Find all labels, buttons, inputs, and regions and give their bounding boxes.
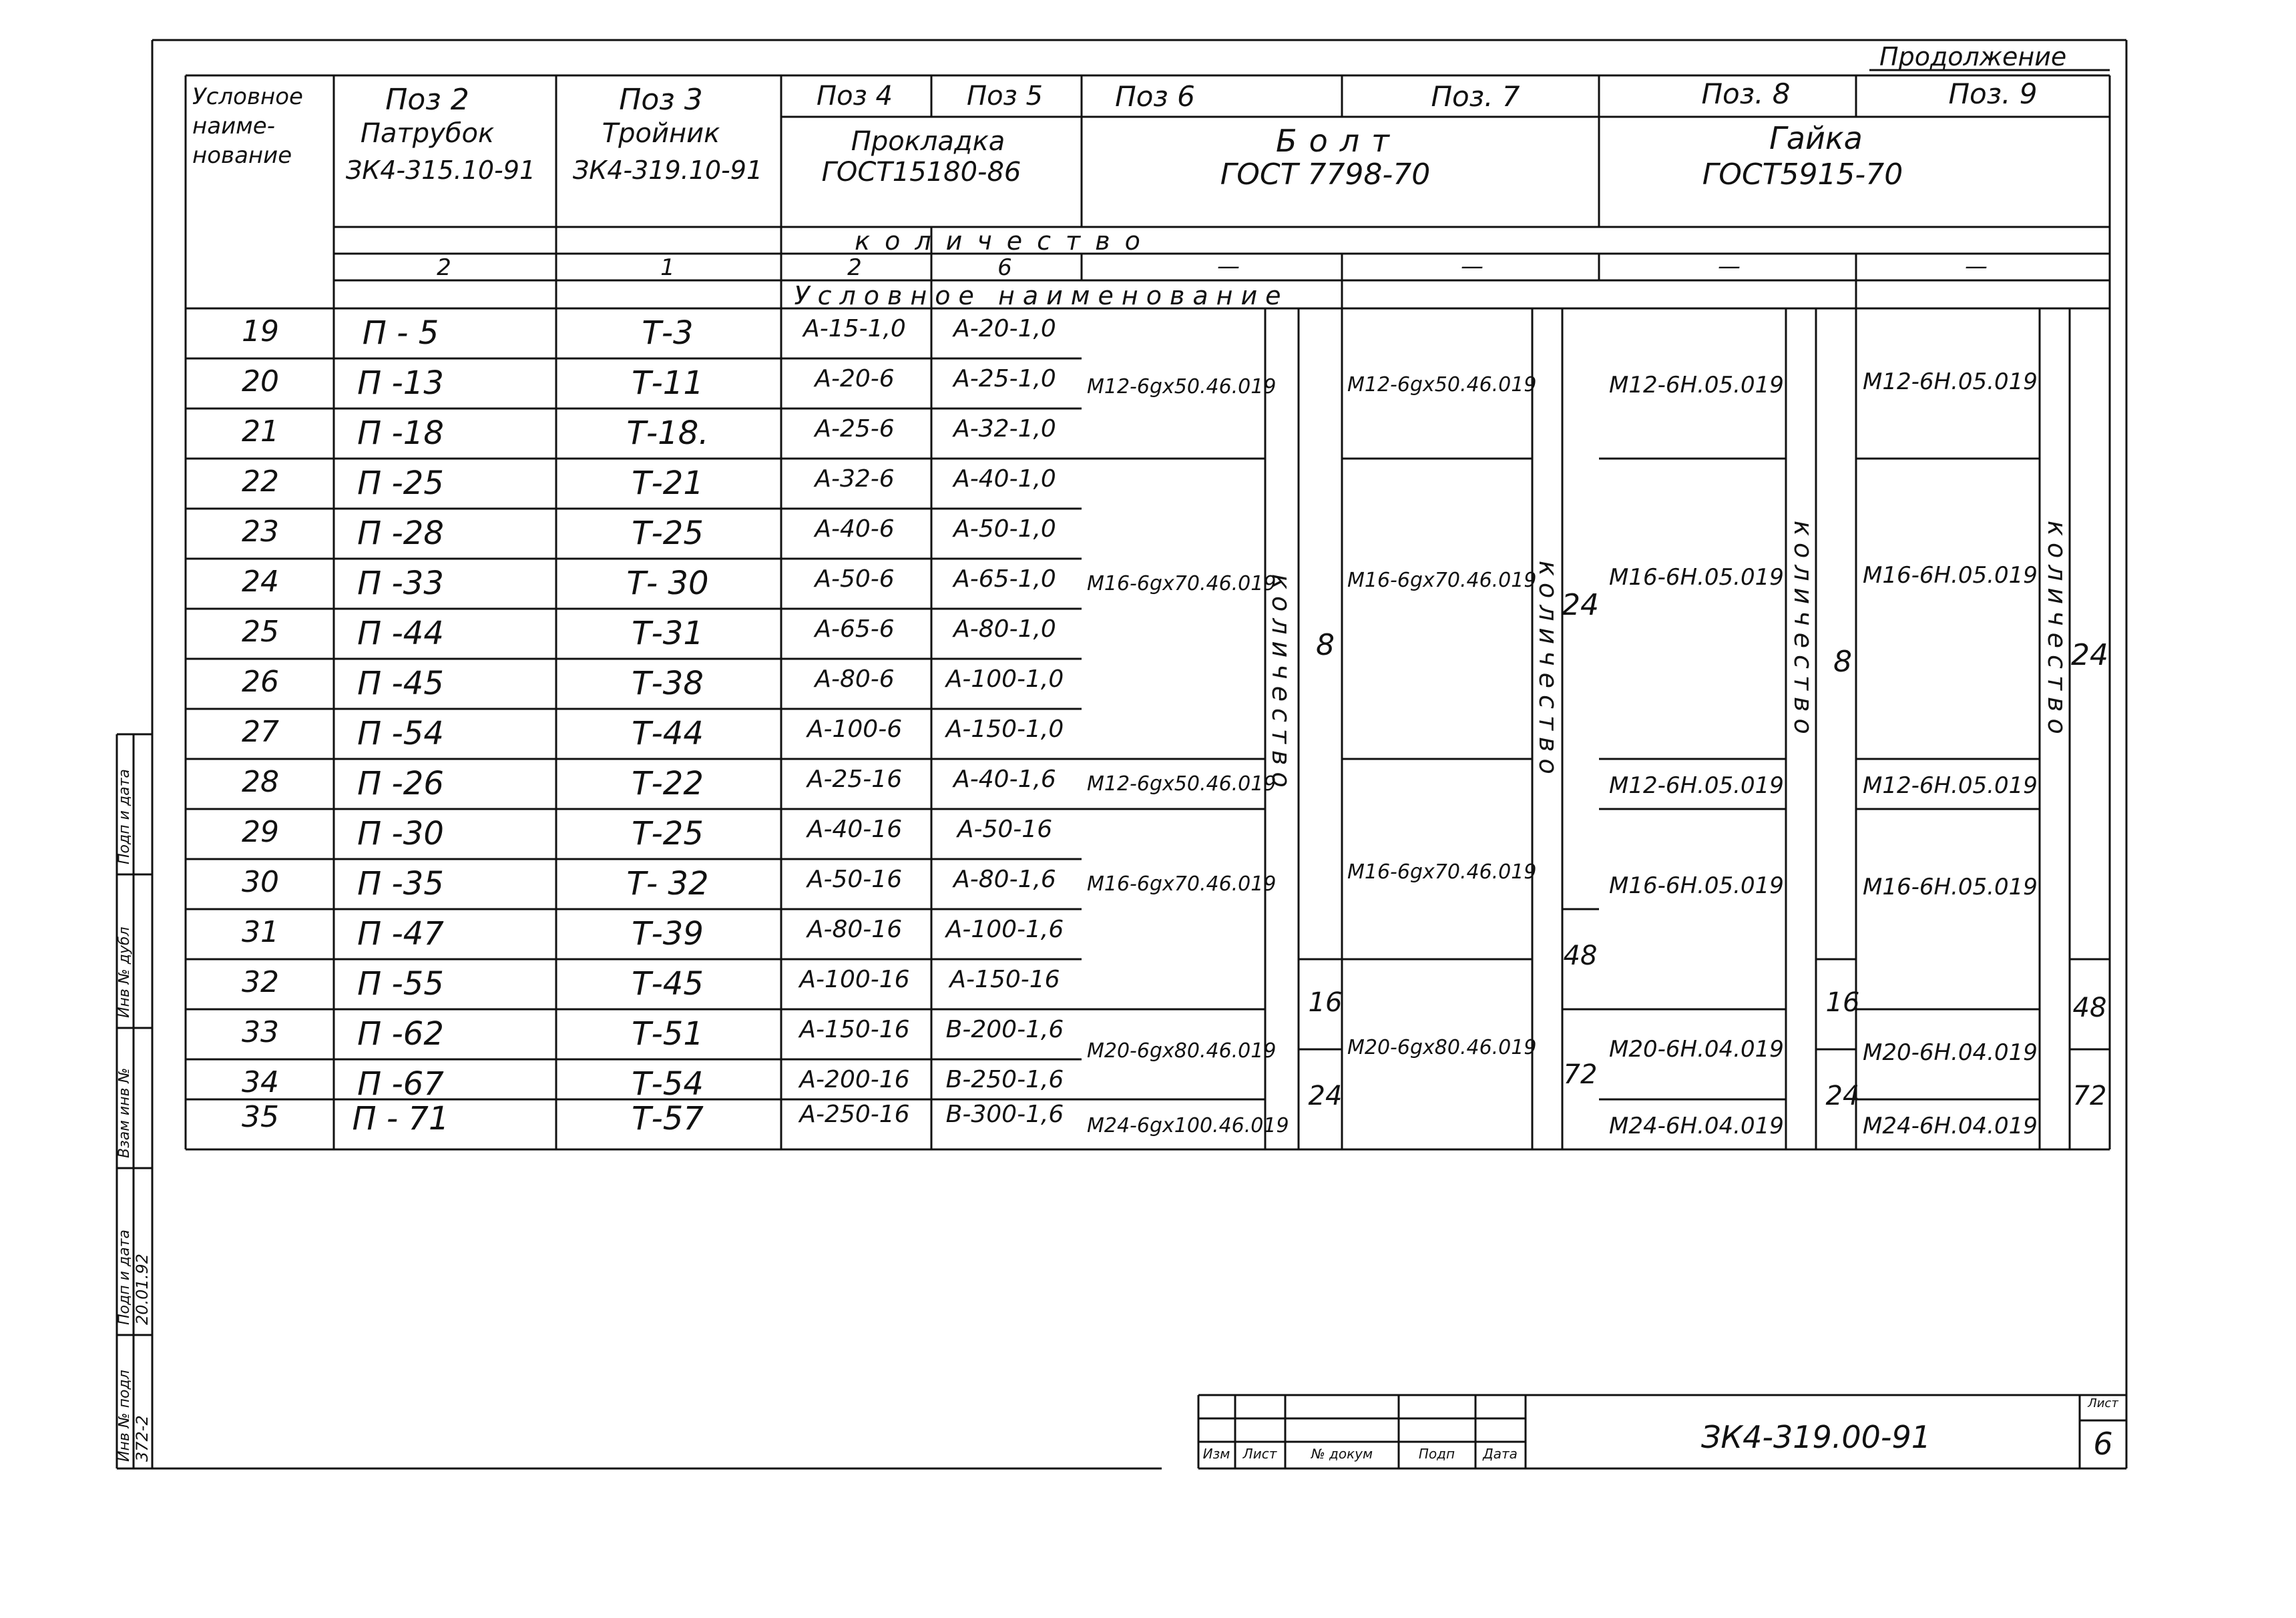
qty-pos9: — bbox=[1965, 253, 1988, 280]
bolt6-qty-c: 24 bbox=[1308, 1081, 1343, 1111]
header-pos2-name: Патрубок bbox=[360, 118, 495, 149]
bolt7-group3: М16-6gx70.46.019 bbox=[1347, 860, 1537, 884]
tee-designation: Т-25 bbox=[632, 815, 704, 852]
side-label-replace-inv: Взам инв № bbox=[116, 1067, 133, 1158]
bolt6-qty-b: 16 bbox=[1308, 987, 1343, 1018]
gasket5-designation: А-80-1,6 bbox=[953, 866, 1056, 893]
gasket4-designation: А-25-6 bbox=[815, 415, 895, 443]
tee-designation: Т-51 bbox=[632, 1015, 704, 1053]
gasket5-designation: А-40-1,0 bbox=[953, 465, 1056, 493]
gasket5-designation: В-200-1,6 bbox=[945, 1016, 1064, 1043]
stamp-label-docnum: № докум bbox=[1311, 1446, 1373, 1462]
gasket4-designation: А-15-1,0 bbox=[803, 315, 906, 342]
nut8-qty-c: 24 bbox=[1825, 1081, 1860, 1111]
bolt6-group5: М20-6gx80.46.019 bbox=[1087, 1039, 1277, 1063]
nut9-group6: М24-6Н.04.019 bbox=[1863, 1113, 2038, 1139]
side-label-sign-date-1: Подп и дата bbox=[116, 1230, 133, 1325]
bolt6-group3: М12-6gx50.46.019 bbox=[1087, 772, 1277, 796]
gasket5-designation: А-150-16 bbox=[949, 966, 1060, 993]
nut8-group5: М20-6Н.04.019 bbox=[1609, 1036, 1784, 1063]
row-number: 29 bbox=[242, 815, 279, 849]
nut8-quantity-label: количество bbox=[1789, 521, 1818, 741]
nut9-group5: М20-6Н.04.019 bbox=[1863, 1039, 2038, 1066]
header-designation-line2: наиме- bbox=[192, 113, 275, 140]
tee-designation: Т-57 bbox=[632, 1100, 704, 1137]
gasket4-designation: А-40-16 bbox=[807, 816, 903, 843]
side-date: 20.01.92 bbox=[133, 1254, 152, 1325]
nut8-qty-b: 16 bbox=[1825, 987, 1860, 1018]
header-pos7: Поз. 7 bbox=[1431, 80, 1520, 113]
qty-pos6: — bbox=[1217, 253, 1240, 280]
header-pos8: Поз. 8 bbox=[1701, 77, 1791, 110]
pipe-designation: П -13 bbox=[357, 364, 444, 402]
gasket5-designation: А-50-16 bbox=[957, 816, 1053, 843]
tee-designation: Т-39 bbox=[632, 915, 704, 953]
row-number: 34 bbox=[242, 1065, 279, 1099]
header-pos5: Поз 5 bbox=[967, 81, 1043, 111]
pipe-designation: П -26 bbox=[357, 765, 444, 802]
header-pos9: Поз. 9 bbox=[1948, 77, 2038, 110]
pipe-designation: П -30 bbox=[357, 815, 444, 852]
gasket5-designation: А-40-1,6 bbox=[953, 766, 1056, 793]
nut8-group4: М16-6Н.05.019 bbox=[1609, 872, 1784, 899]
nut8-group3: М12-6Н.05.019 bbox=[1609, 772, 1784, 799]
stamp-label-signature: Подп bbox=[1418, 1446, 1455, 1462]
gasket5-designation: А-100-1,6 bbox=[945, 916, 1064, 943]
header-gasket-name: Прокладка bbox=[851, 126, 1005, 157]
row-number: 33 bbox=[242, 1015, 279, 1049]
qty-pos2: 2 bbox=[437, 254, 451, 281]
header-pos3: Поз 3 bbox=[619, 83, 703, 117]
tee-designation: Т-22 bbox=[632, 765, 704, 802]
tee-designation: Т-11 bbox=[632, 364, 704, 402]
nut9-qty-a: 24 bbox=[2071, 638, 2108, 672]
sheet-number: 6 bbox=[2093, 1426, 2113, 1462]
bolt6-group1: М12-6gx50.46.019 bbox=[1087, 375, 1277, 398]
row-number: 24 bbox=[242, 565, 279, 599]
gasket4-designation: А-40-6 bbox=[815, 515, 895, 543]
qty-pos3: 1 bbox=[660, 254, 675, 281]
row-number: 21 bbox=[242, 415, 279, 449]
sheet-label: Лист bbox=[2088, 1396, 2118, 1410]
header-pos6: Поз 6 bbox=[1115, 80, 1195, 113]
qty-pos8: — bbox=[1718, 253, 1741, 280]
gasket4-designation: А-25-16 bbox=[807, 766, 903, 793]
qty-pos7: — bbox=[1461, 253, 1483, 280]
gasket5-designation: В-300-1,6 bbox=[945, 1101, 1064, 1128]
row-number: 27 bbox=[242, 715, 279, 749]
gasket4-designation: А-200-16 bbox=[799, 1066, 910, 1093]
pipe-designation: П -33 bbox=[357, 565, 444, 602]
tee-designation: Т-38 bbox=[632, 665, 704, 702]
tee-designation: Т-31 bbox=[632, 615, 704, 652]
gasket5-designation: А-65-1,0 bbox=[953, 565, 1056, 593]
row-number: 35 bbox=[242, 1100, 279, 1134]
bolt6-group2: М16-6gx70.46.019 bbox=[1087, 572, 1277, 595]
bolt7-group1: М12-6gx50.46.019 bbox=[1347, 373, 1537, 396]
stamp-label-sheet: Лист bbox=[1242, 1446, 1277, 1462]
gasket4-designation: А-50-16 bbox=[807, 866, 903, 893]
pipe-designation: П -67 bbox=[357, 1065, 444, 1103]
nut9-quantity-label: количество bbox=[2042, 521, 2072, 741]
gasket4-designation: А-250-16 bbox=[799, 1101, 910, 1128]
stamp-label-change: Изм bbox=[1202, 1446, 1230, 1462]
header-nut-code: ГОСТ5915-70 bbox=[1702, 158, 1903, 192]
pipe-designation: П -25 bbox=[357, 465, 444, 502]
bolt6-group6: М24-6gx100.46.019 bbox=[1087, 1114, 1289, 1137]
row-number: 32 bbox=[242, 965, 279, 999]
header-nut-name: Гайка bbox=[1769, 120, 1863, 156]
bolt7-qty-c: 72 bbox=[1563, 1059, 1598, 1090]
gasket5-designation: А-150-1,0 bbox=[945, 716, 1064, 743]
pipe-designation: П -18 bbox=[357, 415, 444, 452]
bolt7-qty-b: 48 bbox=[1563, 940, 1598, 971]
bolt7-group2: М16-6gx70.46.019 bbox=[1347, 569, 1537, 592]
nut9-qty-b: 48 bbox=[2072, 993, 2107, 1023]
row-number: 25 bbox=[242, 615, 279, 649]
bolt6-group4: М16-6gx70.46.019 bbox=[1087, 872, 1277, 896]
pipe-designation: П -55 bbox=[357, 965, 444, 1003]
header-designation-row: Условное наименование bbox=[794, 281, 1289, 310]
gasket4-designation: А-32-6 bbox=[815, 465, 895, 493]
header-gasket-code: ГОСТ15180-86 bbox=[821, 157, 1021, 188]
gasket5-designation: А-100-1,0 bbox=[945, 665, 1064, 693]
stamp-label-date: Дата bbox=[1483, 1446, 1518, 1462]
pipe-designation: П -28 bbox=[357, 515, 444, 552]
side-label-sign-date-2: Подп и дата bbox=[116, 769, 133, 864]
tee-designation: Т-44 bbox=[632, 715, 704, 752]
pipe-designation: П - 5 bbox=[362, 314, 439, 352]
gasket4-designation: А-20-6 bbox=[815, 365, 895, 392]
gasket4-designation: А-100-6 bbox=[807, 716, 903, 743]
gasket4-designation: А-50-6 bbox=[815, 565, 895, 593]
continuation-label: Продолжение bbox=[1879, 42, 2067, 71]
row-number: 23 bbox=[242, 515, 279, 549]
row-number: 20 bbox=[242, 364, 279, 398]
pipe-designation: П -44 bbox=[357, 615, 444, 652]
bolt6-qty-a: 8 bbox=[1316, 628, 1335, 662]
header-bolt-name: Болт bbox=[1276, 123, 1401, 159]
tee-designation: Т- 30 bbox=[626, 565, 709, 602]
header-pos4: Поз 4 bbox=[817, 81, 893, 111]
nut8-group6: М24-6Н.04.019 bbox=[1609, 1113, 1784, 1139]
tee-designation: Т- 32 bbox=[626, 865, 709, 902]
qty-pos5: 6 bbox=[997, 254, 1012, 281]
header-bolt-code: ГОСТ 7798-70 bbox=[1220, 158, 1431, 192]
tee-designation: Т-54 bbox=[632, 1065, 704, 1103]
side-inv-number: 372-2 bbox=[133, 1415, 152, 1462]
nut9-group1: М12-6Н.05.019 bbox=[1863, 368, 2038, 395]
nut9-qty-c: 72 bbox=[2072, 1081, 2107, 1111]
nut9-group2: М16-6Н.05.019 bbox=[1863, 562, 2038, 589]
row-number: 30 bbox=[242, 865, 279, 899]
row-number: 22 bbox=[242, 465, 279, 499]
gasket5-designation: В-250-1,6 bbox=[945, 1066, 1064, 1093]
row-number: 26 bbox=[242, 665, 279, 699]
header-pos2-code: ЗК4-315.10-91 bbox=[345, 156, 536, 185]
nut8-qty-a: 8 bbox=[1833, 645, 1852, 679]
side-label-inv-orig: Инв № подл bbox=[116, 1370, 133, 1462]
nut8-group1: М12-6Н.05.019 bbox=[1609, 372, 1784, 398]
pipe-designation: П -47 bbox=[357, 915, 444, 953]
pipe-designation: П -62 bbox=[357, 1015, 444, 1053]
pipe-designation: П -35 bbox=[357, 865, 444, 902]
bolt7-qty-a: 24 bbox=[1562, 588, 1599, 622]
row-number: 19 bbox=[242, 314, 279, 348]
pipe-designation: П - 71 bbox=[352, 1100, 449, 1137]
gasket5-designation: А-20-1,0 bbox=[953, 315, 1056, 342]
header-pos3-code: ЗК4-319.10-91 bbox=[572, 156, 763, 185]
header-pos3-name: Тройник bbox=[602, 118, 720, 149]
document-code: ЗК4-319.00-91 bbox=[1700, 1419, 1931, 1455]
pipe-designation: П -54 bbox=[357, 715, 444, 752]
pipe-designation: П -45 bbox=[357, 665, 444, 702]
tee-designation: Т-45 bbox=[632, 965, 704, 1003]
tee-designation: Т-3 bbox=[642, 314, 694, 352]
gasket5-designation: А-25-1,0 bbox=[953, 365, 1056, 392]
nut8-group2: М16-6Н.05.019 bbox=[1609, 564, 1784, 591]
row-number: 28 bbox=[242, 765, 279, 799]
gasket4-designation: А-80-16 bbox=[807, 916, 903, 943]
tee-designation: Т-21 bbox=[632, 465, 704, 502]
header-pos2: Поз 2 bbox=[385, 83, 469, 117]
bolt7-quantity-label: количество bbox=[1534, 561, 1563, 781]
gasket5-designation: А-32-1,0 bbox=[953, 415, 1056, 443]
header-quantity: количество bbox=[855, 226, 1155, 256]
tee-designation: Т-25 bbox=[632, 515, 704, 552]
tee-designation: Т-18. bbox=[626, 415, 709, 452]
bolt7-group4: М20-6gx80.46.019 bbox=[1347, 1036, 1537, 1059]
gasket4-designation: А-65-6 bbox=[815, 615, 895, 643]
bolt6-quantity-label: количество bbox=[1267, 574, 1296, 794]
header-designation-line1: Условное bbox=[192, 83, 303, 110]
gasket4-designation: А-100-16 bbox=[799, 966, 910, 993]
side-label-inv-dup: Инв № дубл bbox=[116, 926, 133, 1018]
row-number: 31 bbox=[242, 915, 279, 949]
gasket4-designation: А-80-6 bbox=[815, 665, 895, 693]
gasket4-designation: А-150-16 bbox=[799, 1016, 910, 1043]
nut9-group3: М12-6Н.05.019 bbox=[1863, 772, 2038, 799]
header-designation-line3: нование bbox=[192, 142, 292, 169]
nut9-group4: М16-6Н.05.019 bbox=[1863, 874, 2038, 900]
gasket5-designation: А-80-1,0 bbox=[953, 615, 1056, 643]
qty-pos4: 2 bbox=[847, 254, 862, 281]
gasket5-designation: А-50-1,0 bbox=[953, 515, 1056, 543]
